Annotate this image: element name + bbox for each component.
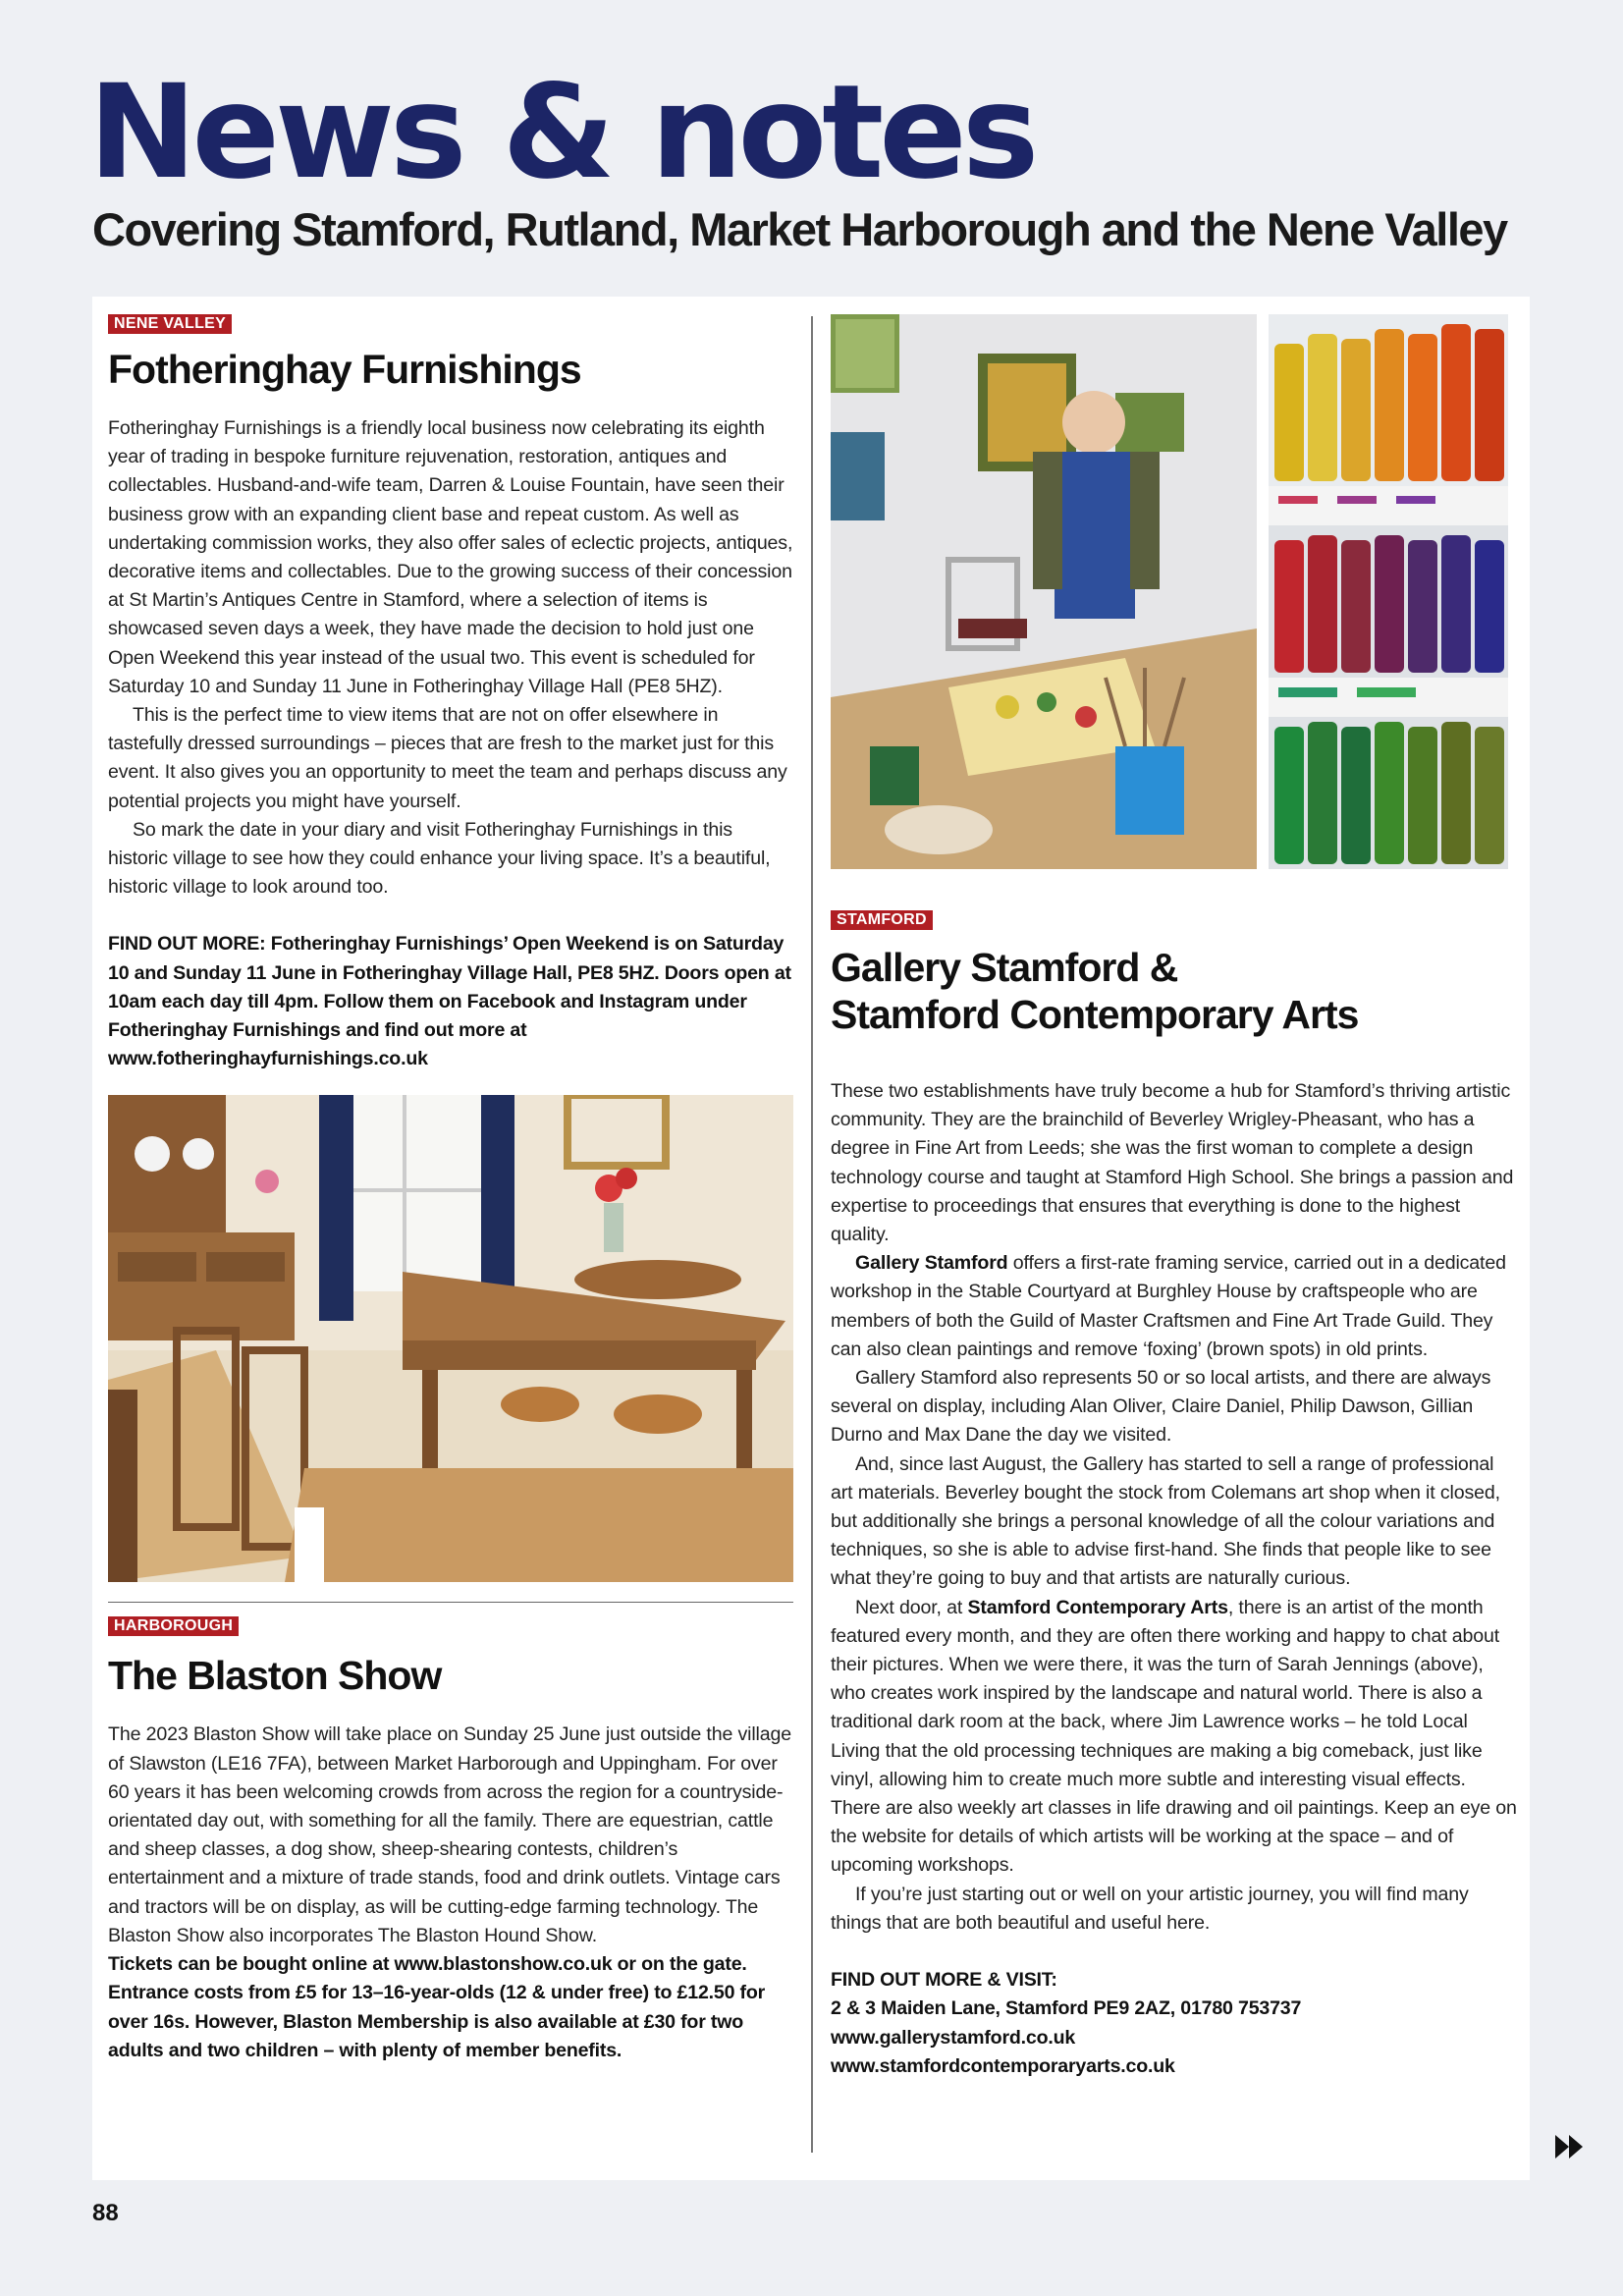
contemporary-arts-bold: Stamford Contemporary Arts	[967, 1596, 1228, 1618]
masthead	[88, 57, 1561, 257]
blaston-article	[108, 1616, 795, 2064]
content-sheet	[92, 297, 1530, 2180]
section-tag: HARBOROUGH	[108, 1616, 239, 1636]
article-paragraph: Gallery Stamford also represents 50 or so local artists, and there are always several on display, including Alan Oliver, Claire Daniel, Philip Dawson, Gillian Durno and Max Dane the day we visited.	[831, 1367, 1491, 1447]
column-divider	[811, 316, 813, 2153]
paragraph-text: , there is an artist of the month featured every month, and they are often there working and happy to chat about their pictures. When we were there, it was the turn of Sarah Jennings (above), who creates work inspired by the landscape and natural world. There is also a traditional dark room at the back, where Jim Lawrence works – he told Local Living that the old processing techniques are making a big comeback, just like vinyl, allowing him to create much more subtle and interesting visual effects. There are also weekly art classes in life drawing and oil paintings. Keep an eye on the website for details of which artists will be working at the space – and of upcoming workshops.	[831, 1596, 1517, 1877]
furniture-photo	[108, 1095, 793, 1582]
tickets-info: Tickets can be bought online at www.blastonshow.co.uk or on the gate. Entrance costs from £5 for 13–16-year-olds (12 & under free) to £12.50 for over 16s. However, Blaston Membership is also available at £30 for two adults and two children – with plenty of member benefits.	[108, 1953, 766, 2061]
page-title: News & notes	[88, 57, 1035, 208]
find-out-more: FIND OUT MORE: Fotheringhay Furnishings’ Open Weekend is on Saturday 10 and Sunday 11 June in Fotheringhay Village Hall, PE8 5HZ. Doors open at 10am each day till 4pm. Follow them on Facebook and Instagram under Fotheringhay Furnishings and find out more at www.fotheringhayfurnishings.co.uk	[108, 933, 791, 1070]
article-paragraph: The 2023 Blaston Show will take place on Sunday 25 June just outside the village of Slawston (LE16 7FA), between Market Harborough and Uppingham. For over 60 years it has been welcoming crowds from across the region for a countryside-orientated day out, with something for all the family. There are equestrian, cattle and sheep classes, a dog show, sheep-shearing contests, children’s entertainment and a mixture of trade stands, food and drink outlets. Vintage cars and tractors will be on display, as will be cutting-edge farming technology. The Blaston Show also incorporates The Blaston Hound Show.	[108, 1723, 792, 1946]
article-body	[831, 1077, 1518, 1938]
article-paragraph: If you’re just starting out or well on your artistic journey, you will find many things that are both beautiful and useful here.	[831, 1883, 1469, 1934]
find-out-more	[831, 1966, 1518, 2081]
page-subtitle: Covering Stamford, Rutland, Market Harborough and the Nene Valley	[92, 203, 1507, 255]
article-paragraph: This is the perfect time to view items that are not on offer elsewhere in tastefully dressed surroundings – pieces that are fresh to the market just for this event. It also gives you an opportunity to meet the team and perhaps discuss any potential projects you might have yourself.	[108, 704, 787, 812]
headline-line: Gallery Stamford &	[831, 945, 1178, 990]
artist-photo	[831, 314, 1257, 869]
paragraph-text: Next door, at	[855, 1596, 968, 1618]
article-paragraph: These two establishments have truly become a hub for Stamford’s thriving artistic community. They are the brainchild of Beverley Wrigley-Pheasant, who has a degree in Fine Art from Leeds; she was the first woman to complete a design technology course and taught at Stamford High School. She brings a passion and expertise to proceedings that ensures that everything is done to the highest quality.	[831, 1080, 1514, 1246]
article-body	[108, 1721, 795, 1950]
article-headline: Fotheringhay Furnishings	[108, 347, 581, 392]
find-out-more-heading: FIND OUT MORE & VISIT:	[831, 1969, 1057, 1992]
article-paragraph	[831, 1594, 1518, 1881]
headline-line: Stamford Contemporary Arts	[831, 992, 1359, 1037]
section-tag: NENE VALLEY	[108, 314, 232, 334]
fast-forward-icon[interactable]	[1555, 2135, 1585, 2163]
left-column	[108, 314, 795, 2065]
paragraph-text: offers a first-rate framing service, carried out in a dedicated workshop in the Stable Courtyard at Burghley House by craftspeople who are members of both the Guild of Master Craftsmen and Fine Art Trade Guild. They can also clean paintings and remove ‘foxing’ (brown spots) in old prints.	[831, 1252, 1506, 1360]
website-link: www.gallerystamford.co.uk	[831, 2026, 1076, 2049]
right-column	[831, 314, 1518, 2081]
gallery-stamford-bold: Gallery Stamford	[855, 1252, 1008, 1275]
article-paragraph	[831, 1249, 1518, 1364]
address-line: 2 & 3 Maiden Lane, Stamford PE9 2AZ, 01780 753737	[831, 1997, 1302, 2020]
article-headline	[831, 944, 1518, 1038]
article-paragraph: So mark the date in your diary and visit Fotheringhay Furnishings in this historic village to see how they could enhance your living space. It’s a beautiful, historic village to look around too.	[108, 818, 771, 899]
gallery-article	[831, 910, 1518, 2081]
article-paragraph: And, since last August, the Gallery has started to sell a range of professional art materials. Beverley bought the stock from Colemans art shop when it closed, but additionally she brings a personal knowledge of all the colour variations and techniques, so she is able to advise first-hand. She finds that people like to see what they’re going to buy and that artists are naturally curious.	[831, 1452, 1500, 1590]
article-headline: The Blaston Show	[108, 1653, 442, 1699]
section-divider	[108, 1602, 793, 1603]
page-number: 88	[92, 2200, 119, 2226]
article-paragraph: Fotheringhay Furnishings is a friendly local business now celebrating its eighth year of trading in bespoke furniture rejuvenation, restoration, antiques and collectables. Husband-and-wife team, Darren & Louise Fountain, have seen their business grow with an expanding client base and repeat custom. As well as undertaking commission works, they also offer sales of eclectic projects, antiques, decorative items and collectables. Due to the growing success of their concession at St Martin’s Antiques Centre in Stamford, where a selection of items is showcased seven days a week, they have made the decision to hold just one Open Weekend this year instead of the usual two. This event is scheduled for Saturday 10 and Sunday 11 June in Fotheringhay Village Hall (PE8 5HZ).	[108, 417, 793, 697]
fotheringhay-article	[108, 314, 795, 1603]
paint-tubes-photo	[1269, 314, 1508, 869]
website-link: www.stamfordcontemporaryarts.co.uk	[831, 2054, 1175, 2077]
section-tag: STAMFORD	[831, 910, 933, 930]
article-body	[108, 414, 795, 902]
photo-row	[831, 314, 1518, 869]
